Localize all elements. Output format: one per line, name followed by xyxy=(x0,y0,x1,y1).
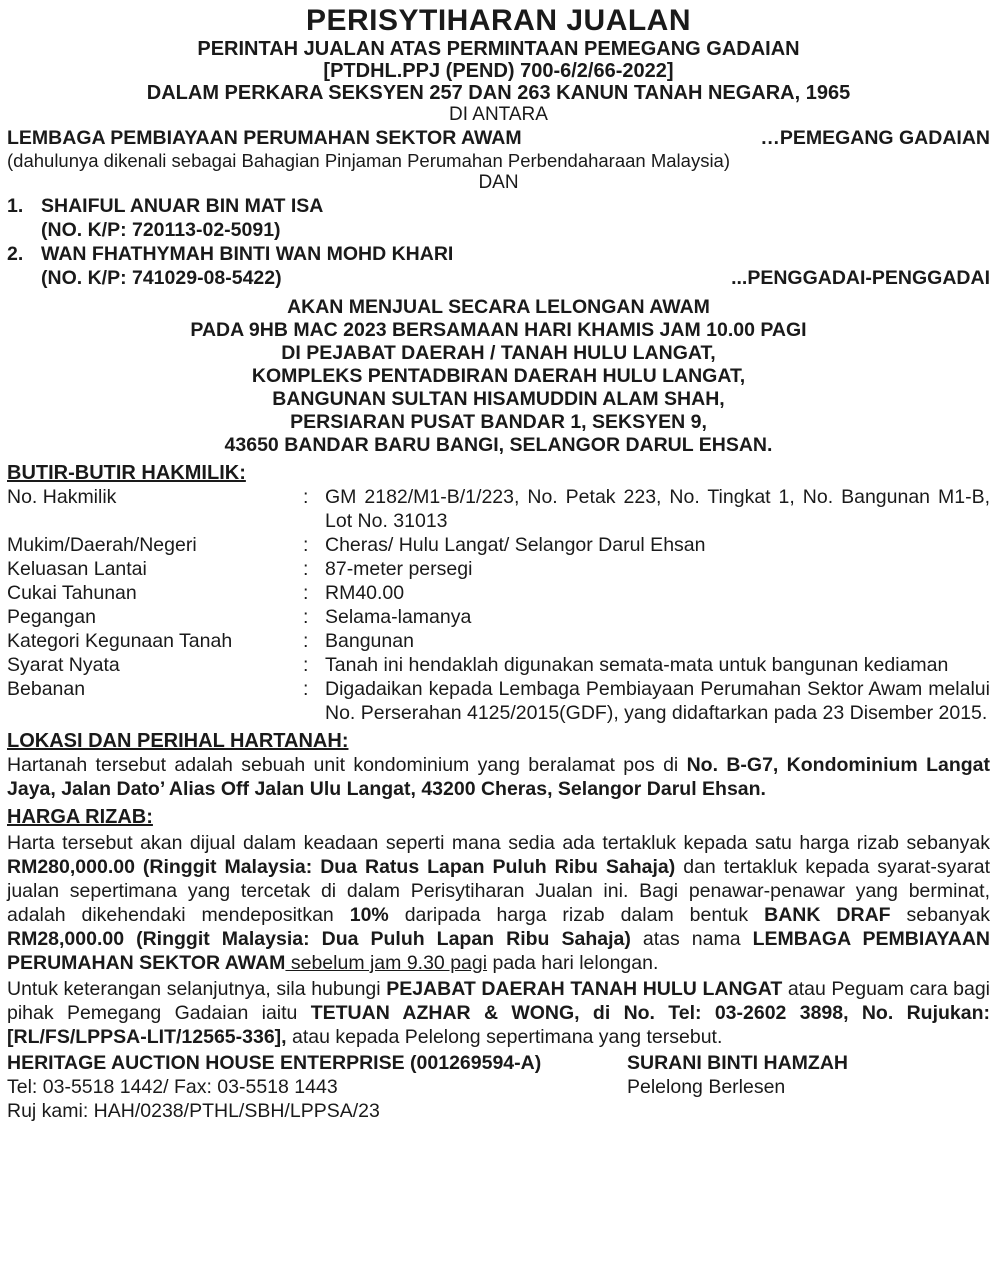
chargor-name: WAN FHATHYMAH BINTI WAN MOHD KHARI xyxy=(41,243,454,265)
contact-text: atau Peguam cara bagi pihak Pemegang Gadaian iaitu xyxy=(7,978,990,1024)
between-label: DI ANTARA xyxy=(449,104,548,125)
detail-label: Keluasan Lantai xyxy=(7,558,147,580)
table-row xyxy=(7,677,990,725)
reserve-price-paragraph xyxy=(7,831,990,975)
deposit-amount: RM28,000.00 (Ringgit Malaysia: Dua Puluh Lapan Ribu Sahaja) xyxy=(7,928,631,950)
reference-line: [PTDHL.PPJ (PEND) 700-6/2/66-2022] xyxy=(323,60,674,82)
detail-colon: : xyxy=(303,654,309,676)
table-row xyxy=(7,557,990,581)
table-row xyxy=(7,629,990,653)
detail-value: Tanah ini hendaklah digunakan semata-mata untuk bangunan kediaman xyxy=(325,654,949,676)
detail-value: GM 2182/M1-B/1/223, No. Petak 223, No. Tingkat 1, No. Bangunan M1-B, Lot No. 31013 xyxy=(325,486,990,532)
auction-notice xyxy=(7,296,990,457)
detail-colon: : xyxy=(303,486,309,508)
sale-proclamation xyxy=(0,4,997,1267)
chargor-2 xyxy=(7,242,990,290)
detail-colon: : xyxy=(303,678,309,700)
title-details-heading: BUTIR-BUTIR HAKMILIK: xyxy=(7,462,246,484)
property-address: No. B-G7, Kondominium Langat Jaya, Jalan Dato’ Alias Off Jalan Ulu Langat, 43200 Cheras, Selangor Darul Ehsan. xyxy=(7,754,990,800)
detail-value: Bangunan xyxy=(325,630,414,652)
detail-value: Digadaikan kepada Lembaga Pembiayaan Perumahan Sektor Awam melalui No. Perserahan 4125/2015(GDF), yang didaftarkan pada 23 Disember 2015. xyxy=(325,678,990,724)
detail-label: Cukai Tahunan xyxy=(7,582,137,604)
auction-house-phone: Tel: 03-5518 1442/ Fax: 03-5518 1443 xyxy=(7,1076,338,1098)
auction-line: AKAN MENJUAL SECARA LELONGAN AWAM xyxy=(287,296,710,318)
detail-value: Selama-lamanya xyxy=(325,606,472,628)
chargee-name: LEMBAGA PEMBIAYAAN PERUMAHAN SEKTOR AWAM xyxy=(7,127,522,149)
chargee-role: …PEMEGANG GADAIAN xyxy=(760,127,990,149)
detail-colon: : xyxy=(303,534,309,556)
auction-house-name: HERITAGE AUCTION HOUSE ENTERPRISE (001269594-A) xyxy=(7,1052,542,1074)
detail-colon: : xyxy=(303,606,309,628)
bank-draft-label: BANK DRAF xyxy=(764,904,891,926)
reserve-text: pada hari lelongan. xyxy=(487,952,659,974)
contact-paragraph xyxy=(7,977,990,1049)
reserve-price-heading: HARGA RIZAB: xyxy=(7,806,153,828)
reserve-text: dan tertakluk kepada syarat-syarat jualan sepertimana yang tercetak di dalam Perisytiharan Jualan ini. Bagi penawar-penawar yang berminat, adalah dikehendaki mendepositkan xyxy=(7,856,990,926)
table-row xyxy=(7,533,990,557)
auction-house-reference: Ruj kami: HAH/0238/PTHL/SBH/LPPSA/23 xyxy=(7,1100,380,1122)
chargee-note: (dahulunya dikenali sebagai Bahagian Pinjaman Perumahan Perbendaharaan Malaysia) xyxy=(7,150,731,171)
reserve-text: daripada harga rizab dalam bentuk xyxy=(388,904,765,926)
detail-colon: : xyxy=(303,558,309,580)
reserve-text: sebanyak xyxy=(890,904,990,926)
location-text: Hartanah tersebut adalah sebuah unit kondominium yang beralamat pos di xyxy=(7,754,687,776)
chargee-row xyxy=(7,126,990,150)
chargor-ic: (NO. K/P: 741029-08-5422) xyxy=(41,267,282,289)
location-heading: LOKASI DAN PERIHAL HARTANAH: xyxy=(7,730,349,752)
auctioneer-name: SURANI BINTI HAMZAH xyxy=(627,1052,848,1074)
order-line: PERINTAH JUALAN ATAS PERMINTAAN PEMEGANG GADAIAN xyxy=(197,38,800,60)
chargor-index: 2. xyxy=(7,243,24,265)
detail-label: No. Hakmilik xyxy=(7,486,117,508)
chargor-1 xyxy=(7,194,990,242)
chargor-ic: (NO. K/P: 720113-02-5091) xyxy=(41,219,281,241)
detail-label: Syarat Nyata xyxy=(7,654,120,676)
auctioneer-title: Pelelong Berlesen xyxy=(627,1076,786,1098)
detail-label: Mukim/Daerah/Negeri xyxy=(7,534,197,556)
auction-line: KOMPLEKS PENTADBIRAN DAERAH HULU LANGAT, xyxy=(251,365,746,387)
detail-label: Bebanan xyxy=(7,678,86,700)
detail-colon: : xyxy=(303,630,309,652)
detail-value: Cheras/ Hulu Langat/ Selangor Darul Ehsan xyxy=(325,534,706,556)
detail-value: RM40.00 xyxy=(325,582,405,604)
act-line: DALAM PERKARA SEKSYEN 257 DAN 263 KANUN TANAH NEGARA, 1965 xyxy=(146,82,851,104)
reserve-text: atas nama xyxy=(630,928,753,950)
table-row xyxy=(7,605,990,629)
auction-line: PERSIARAN PUSAT BANDAR 1, SEKSYEN 9, xyxy=(290,411,707,433)
title-details-table xyxy=(7,485,990,725)
chargors-role: ...PENGGADAI-PENGGADAI xyxy=(731,267,990,289)
chargor-name: SHAIFUL ANUAR BIN MAT ISA xyxy=(41,195,324,217)
deposit-percent: 10% xyxy=(349,904,389,926)
and-label: DAN xyxy=(478,172,519,193)
lawyer-details: TETUAN AZHAR & WONG, di No. Tel: 03-2602 3898, No. Rujukan: [RL/FS/LPPSA-LIT/12565-336], xyxy=(7,1002,990,1048)
land-office-name: PEJABAT DAERAH TANAH HULU LANGAT xyxy=(386,978,783,1000)
chargor-index: 1. xyxy=(7,195,24,217)
location-paragraph xyxy=(7,753,990,801)
contact-text: Untuk keterangan selanjutnya, sila hubungi xyxy=(7,978,387,1000)
auction-line: PADA 9HB MAC 2023 BERSAMAAN HARI KHAMIS JAM 10.00 PAGI xyxy=(190,319,807,341)
auctioneer-footer xyxy=(7,1051,990,1123)
contact-text: atau kepada Pelelong sepertimana yang tersebut. xyxy=(286,1026,723,1048)
auction-line: 43650 BANDAR BARU BANGI, SELANGOR DARUL EHSAN. xyxy=(224,434,773,456)
auction-line: DI PEJABAT DAERAH / TANAH HULU LANGAT, xyxy=(281,342,716,364)
detail-label: Pegangan xyxy=(7,606,96,628)
table-row xyxy=(7,581,990,605)
deposit-deadline: sebelum jam 9.30 pagi xyxy=(285,952,488,974)
reserve-price: RM280,000.00 (Ringgit Malaysia: Dua Ratus Lapan Puluh Ribu Sahaja) xyxy=(7,856,676,878)
detail-colon: : xyxy=(303,582,309,604)
detail-label: Kategori Kegunaan Tanah xyxy=(7,630,233,652)
auction-line: BANGUNAN SULTAN HISAMUDDIN ALAM SHAH, xyxy=(272,388,725,410)
payee-name: LEMBAGA PEMBIAYAAN PERUMAHAN SEKTOR AWAM xyxy=(7,928,991,974)
table-row xyxy=(7,653,990,677)
detail-value: 87-meter persegi xyxy=(325,558,473,580)
table-row xyxy=(7,485,990,533)
page-title: PERISYTIHARAN JUALAN xyxy=(305,4,692,37)
reserve-text: Harta tersebut akan dijual dalam keadaan seperti mana sedia ada tertakluk kepada satu harga rizab sebanyak xyxy=(7,832,990,854)
